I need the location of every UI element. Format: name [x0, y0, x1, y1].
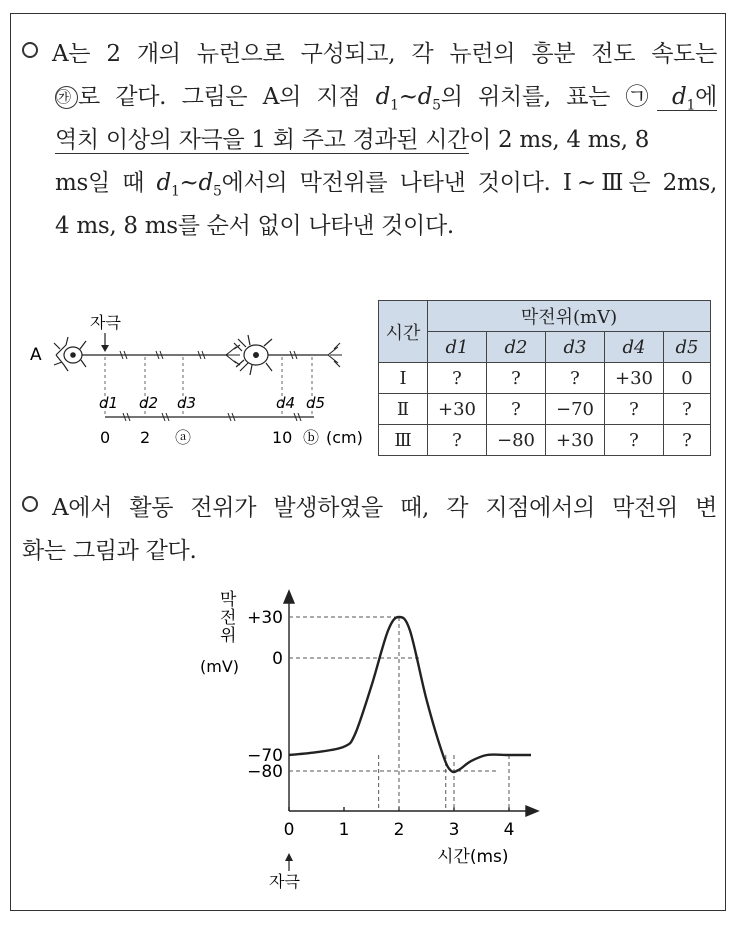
point-d3-label: d3: [177, 394, 197, 412]
potential-curve: [289, 617, 531, 772]
intro-line-1: A는 2 개의 뉴런으로 구성되고, 각 뉴런의 흥분 전도 속도는: [22, 33, 717, 76]
x-tick-label: 3: [448, 820, 460, 840]
scale-10: 10: [272, 428, 293, 447]
header-time: 시간: [379, 301, 428, 363]
scale-unit: (cm): [326, 428, 363, 447]
scale-a: ⓐ: [175, 428, 192, 447]
y-unit-label: (mV): [200, 657, 240, 676]
underlined-phrase: 역치 이상의 자극을 1 회 주고 경과된 시간: [55, 127, 470, 153]
point-d2-label: d2: [139, 394, 159, 412]
table-row: Ⅰ ? ? ? +30 0: [379, 363, 711, 394]
x-tick-label: 1: [338, 820, 350, 840]
table-row: Ⅱ +30 ? −70 ? ?: [379, 394, 711, 425]
axon-terminal-icon: [328, 343, 342, 367]
bullet-icon: [22, 496, 38, 512]
col-d2: d2: [487, 332, 546, 363]
underline-start: $d_1$에: [657, 84, 717, 111]
circled-giyeok-icon: ㉠: [625, 84, 657, 110]
neuron-diagram: [28, 305, 373, 455]
y-tick-label: 0: [272, 649, 283, 669]
x-tick-label: 4: [503, 820, 515, 840]
intro-line-3: 역치 이상의 자극을 1 회 주고 경과된 시간이 2 ms, 4 ms, 8: [55, 127, 650, 153]
y-tick-label: +30: [247, 608, 283, 628]
intro-line-2: ㉮ 로 같다. 그림은 A의 지점 $d_1\sim d_5$의 위치를, 표는 ㉠ $d_1$에: [56, 84, 717, 114]
y-axis-label-char: 위: [220, 626, 237, 646]
neuron-a-label: A: [30, 345, 42, 365]
x-axis-label: 시간(ms): [437, 847, 509, 867]
scale-2: 2: [140, 428, 151, 447]
col-d3: d3: [546, 332, 605, 363]
y-tick-label: −70: [247, 746, 283, 766]
intro-paragraph: [22, 33, 717, 248]
para2-line-1: A에서 활동 전위가 발생하였을 때, 각 지점에서의 막전위 변: [22, 487, 717, 530]
col-d4: d4: [605, 332, 664, 363]
point-d1-label: d1: [99, 394, 119, 412]
bullet-icon: [22, 42, 38, 58]
action-potential-chart: [190, 585, 560, 890]
synapse-terminal-icon: [226, 345, 240, 365]
y-axis-label-char: 전: [220, 608, 237, 628]
y-tick-label: −80: [247, 762, 283, 782]
intro-line-5: 4 ms, 8 ms를 순서 없이 나타낸 것이다.: [55, 213, 454, 239]
stimulus-marker-label: 자극: [269, 872, 300, 890]
stimulus-label: 자극: [90, 313, 121, 332]
point-d4-label: d4: [276, 394, 296, 412]
y-axis-arrow-icon: [284, 591, 294, 603]
action-potential-paragraph: [22, 487, 717, 573]
scale-b: ⓑ: [303, 428, 320, 447]
col-d5: d5: [664, 332, 711, 363]
circled-ga-icon: ㉮: [55, 86, 78, 109]
potential-table: [378, 300, 711, 456]
point-d5-label: d5: [306, 394, 326, 412]
para2-line-2: 화는 그림과 같다.: [22, 538, 197, 564]
intro-line-4: ms일 때 $d_1\sim d_5$에서의 막전위를 나타낸 것이다. Ⅰ~Ⅲ은 2ms,: [55, 170, 717, 200]
x-tick-label: 0: [283, 820, 295, 840]
scale-0: 0: [100, 428, 111, 447]
col-d1: d1: [428, 332, 487, 363]
y-axis-label-char: 막: [220, 590, 237, 610]
table-row: Ⅲ ? −80 +30 ? ?: [379, 425, 711, 456]
column-header-row: [379, 332, 711, 363]
x-tick-label: 2: [393, 820, 405, 840]
header-potential: 막전위(mV): [428, 301, 711, 332]
neuron-1-icon: [54, 337, 86, 371]
x-axis-arrow-icon: [526, 806, 538, 816]
